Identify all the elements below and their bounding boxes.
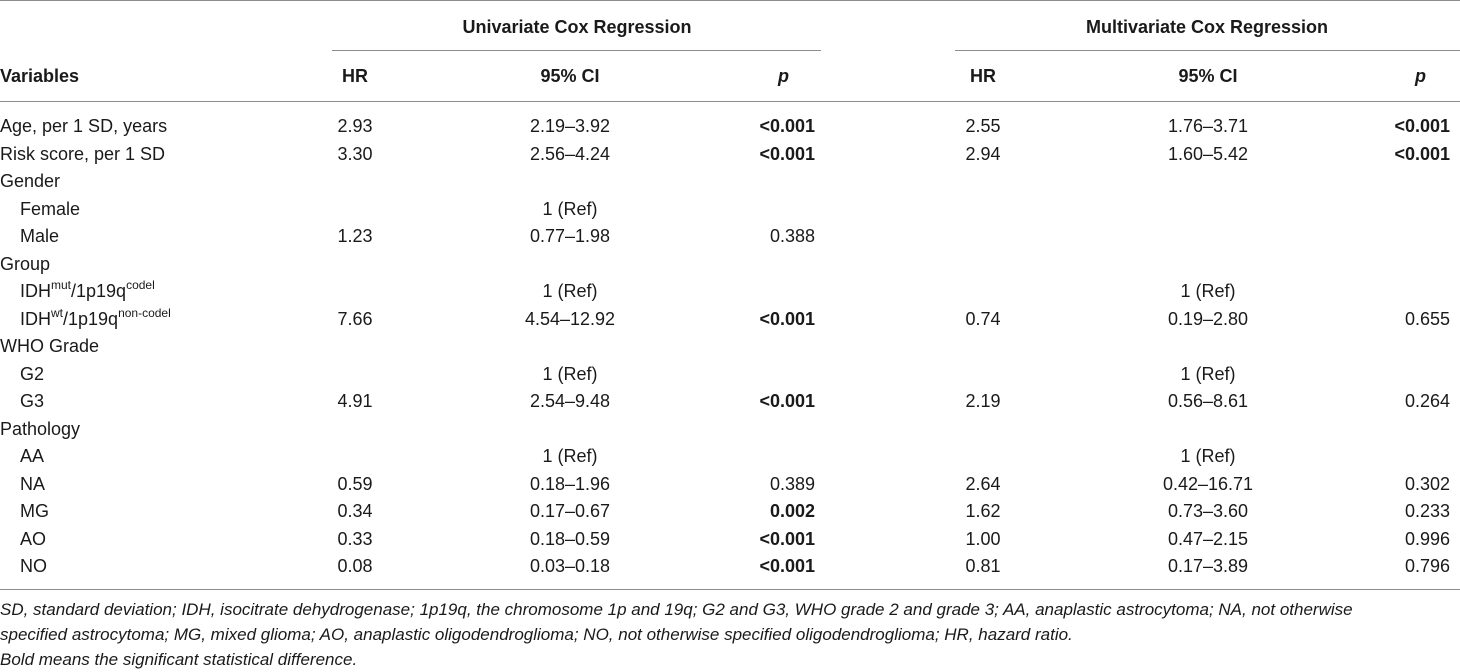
multivariate-hr-cell: 2.94: [965, 144, 1001, 164]
multivariate-group-rule: [955, 50, 1460, 51]
multivariate-hr-cell: 0.81: [965, 556, 1001, 576]
univariate-ci-cell: 4.54–12.92: [524, 309, 616, 329]
row-sublabel: NA: [20, 474, 46, 494]
row-label: Risk score, per 1 SD: [0, 144, 166, 164]
univariate-p-header: p: [778, 66, 789, 86]
multivariate-ci-cell: 1 (Ref): [1180, 364, 1236, 384]
multivariate-p-cell: 0.264: [1404, 391, 1450, 411]
row-sublabel: Male: [20, 226, 60, 246]
multivariate-ci-cell: 1 (Ref): [1180, 281, 1236, 301]
multivariate-header: Multivariate Cox Regression: [1085, 17, 1329, 37]
multivariate-p-cell: 0.233: [1404, 501, 1450, 521]
multivariate-hr-cell: 2.19: [965, 391, 1001, 411]
univariate-ci-cell: 1 (Ref): [542, 281, 598, 301]
row-label: Age, per 1 SD, years: [0, 116, 168, 136]
univariate-hr-cell: 0.08: [337, 556, 373, 576]
multivariate-ci-cell: 0.17–3.89: [1167, 556, 1249, 576]
row-label-superscript: wt: [51, 306, 63, 320]
row-label-part: /1p19q: [63, 309, 119, 329]
row-label-part: IDH: [20, 309, 51, 329]
univariate-ci-cell: 2.19–3.92: [529, 116, 611, 136]
multivariate-ci-cell: 0.47–2.15: [1167, 529, 1249, 549]
univariate-group-rule: [332, 50, 821, 51]
row-label: Pathology: [0, 419, 81, 439]
multivariate-p-cell: 0.302: [1404, 474, 1450, 494]
univariate-ci-cell: 0.77–1.98: [529, 226, 611, 246]
univariate-p-cell: 0.389: [769, 474, 815, 494]
univariate-p-cell: <0.001: [759, 391, 815, 411]
row-label: WHO Grade: [0, 336, 100, 356]
multivariate-p-cell: 0.796: [1404, 556, 1450, 576]
univariate-p-cell: 0.002: [769, 501, 815, 521]
univariate-p-cell: <0.001: [759, 556, 815, 576]
multivariate-hr-header: HR: [970, 66, 996, 86]
footnote-line-3: Bold means the significant statistical difference.: [0, 650, 358, 669]
univariate-hr-header: HR: [342, 66, 368, 86]
univariate-ci-cell: 2.54–9.48: [529, 391, 611, 411]
row-label: [20, 306, 171, 329]
multivariate-ci-cell: 0.73–3.60: [1167, 501, 1249, 521]
multivariate-ci-header: 95% CI: [1178, 66, 1238, 86]
row-sublabel: AO: [20, 529, 47, 549]
row-label-superscript: non-codel: [118, 306, 171, 320]
multivariate-hr-cell: 2.64: [965, 474, 1001, 494]
univariate-hr-cell: 1.23: [337, 226, 373, 246]
univariate-ci-cell: 1 (Ref): [542, 446, 598, 466]
univariate-p-cell: <0.001: [759, 309, 815, 329]
univariate-p-cell: <0.001: [759, 116, 815, 136]
univariate-header: Univariate Cox Regression: [462, 17, 692, 37]
row-sublabel: MG: [20, 501, 49, 521]
table-bottom-rule: [0, 589, 1460, 590]
multivariate-ci-cell: 0.19–2.80: [1167, 309, 1249, 329]
multivariate-p-header: p: [1415, 66, 1426, 86]
row-sublabel: AA: [20, 446, 45, 466]
row-label: [20, 278, 155, 301]
multivariate-hr-cell: 2.55: [965, 116, 1001, 136]
univariate-ci-cell: 0.18–1.96: [529, 474, 611, 494]
univariate-ci-cell: 2.56–4.24: [529, 144, 611, 164]
row-sublabel: G3: [20, 391, 45, 411]
footnote-line-1: SD, standard deviation; IDH, isocitrate dehydrogenase; 1p19q, the chromosome 1p and 19q; G2 and G3, WHO grade 2 and grade 3; AA, anaplastic astrocytoma; NA, not otherwise: [0, 600, 1353, 619]
row-label: Group: [0, 254, 51, 274]
multivariate-hr-cell: 1.62: [965, 501, 1001, 521]
univariate-hr-cell: 0.34: [337, 501, 373, 521]
univariate-ci-cell: 1 (Ref): [542, 364, 598, 384]
univariate-hr-cell: 7.66: [337, 309, 373, 329]
univariate-hr-cell: 0.59: [337, 474, 373, 494]
row-sublabel: G2: [20, 364, 45, 384]
multivariate-p-cell: <0.001: [1394, 144, 1450, 164]
header-bottom-rule: [0, 101, 1460, 102]
footnote-line-2: specified astrocytoma; MG, mixed glioma; AO, anaplastic oligodendroglioma; NO, not otherwise specified oligodendroglioma; HR, hazard ratio.: [0, 625, 1073, 644]
variables-header: Variables: [0, 66, 80, 86]
row-label-part: IDH: [20, 281, 51, 301]
row-label: Gender: [0, 171, 61, 191]
multivariate-ci-cell: 1.76–3.71: [1167, 116, 1249, 136]
row-label-superscript: mut: [51, 278, 72, 292]
multivariate-p-cell: 0.655: [1404, 309, 1450, 329]
multivariate-hr-cell: 1.00: [965, 529, 1001, 549]
univariate-p-cell: <0.001: [759, 144, 815, 164]
multivariate-p-cell: 0.996: [1404, 529, 1450, 549]
multivariate-hr-cell: 0.74: [965, 309, 1001, 329]
univariate-ci-cell: 1 (Ref): [542, 199, 598, 219]
univariate-ci-cell: 0.17–0.67: [529, 501, 611, 521]
multivariate-ci-cell: 1 (Ref): [1180, 446, 1236, 466]
multivariate-ci-cell: 0.56–8.61: [1167, 391, 1249, 411]
top-rule: [0, 0, 1460, 1]
row-sublabel: NO: [20, 556, 47, 576]
univariate-p-cell: <0.001: [759, 529, 815, 549]
multivariate-p-cell: <0.001: [1394, 116, 1450, 136]
univariate-hr-cell: 2.93: [337, 116, 373, 136]
univariate-hr-cell: 4.91: [337, 391, 373, 411]
univariate-ci-header: 95% CI: [540, 66, 600, 86]
univariate-ci-cell: 0.18–0.59: [529, 529, 611, 549]
univariate-hr-cell: 3.30: [337, 144, 373, 164]
univariate-ci-cell: 0.03–0.18: [529, 556, 611, 576]
row-label-part: /1p19q: [71, 281, 127, 301]
univariate-p-cell: 0.388: [769, 226, 815, 246]
multivariate-ci-cell: 1.60–5.42: [1167, 144, 1249, 164]
row-label-superscript: codel: [126, 278, 155, 292]
multivariate-ci-cell: 0.42–16.71: [1162, 474, 1254, 494]
univariate-hr-cell: 0.33: [337, 529, 373, 549]
row-sublabel: Female: [20, 199, 81, 219]
